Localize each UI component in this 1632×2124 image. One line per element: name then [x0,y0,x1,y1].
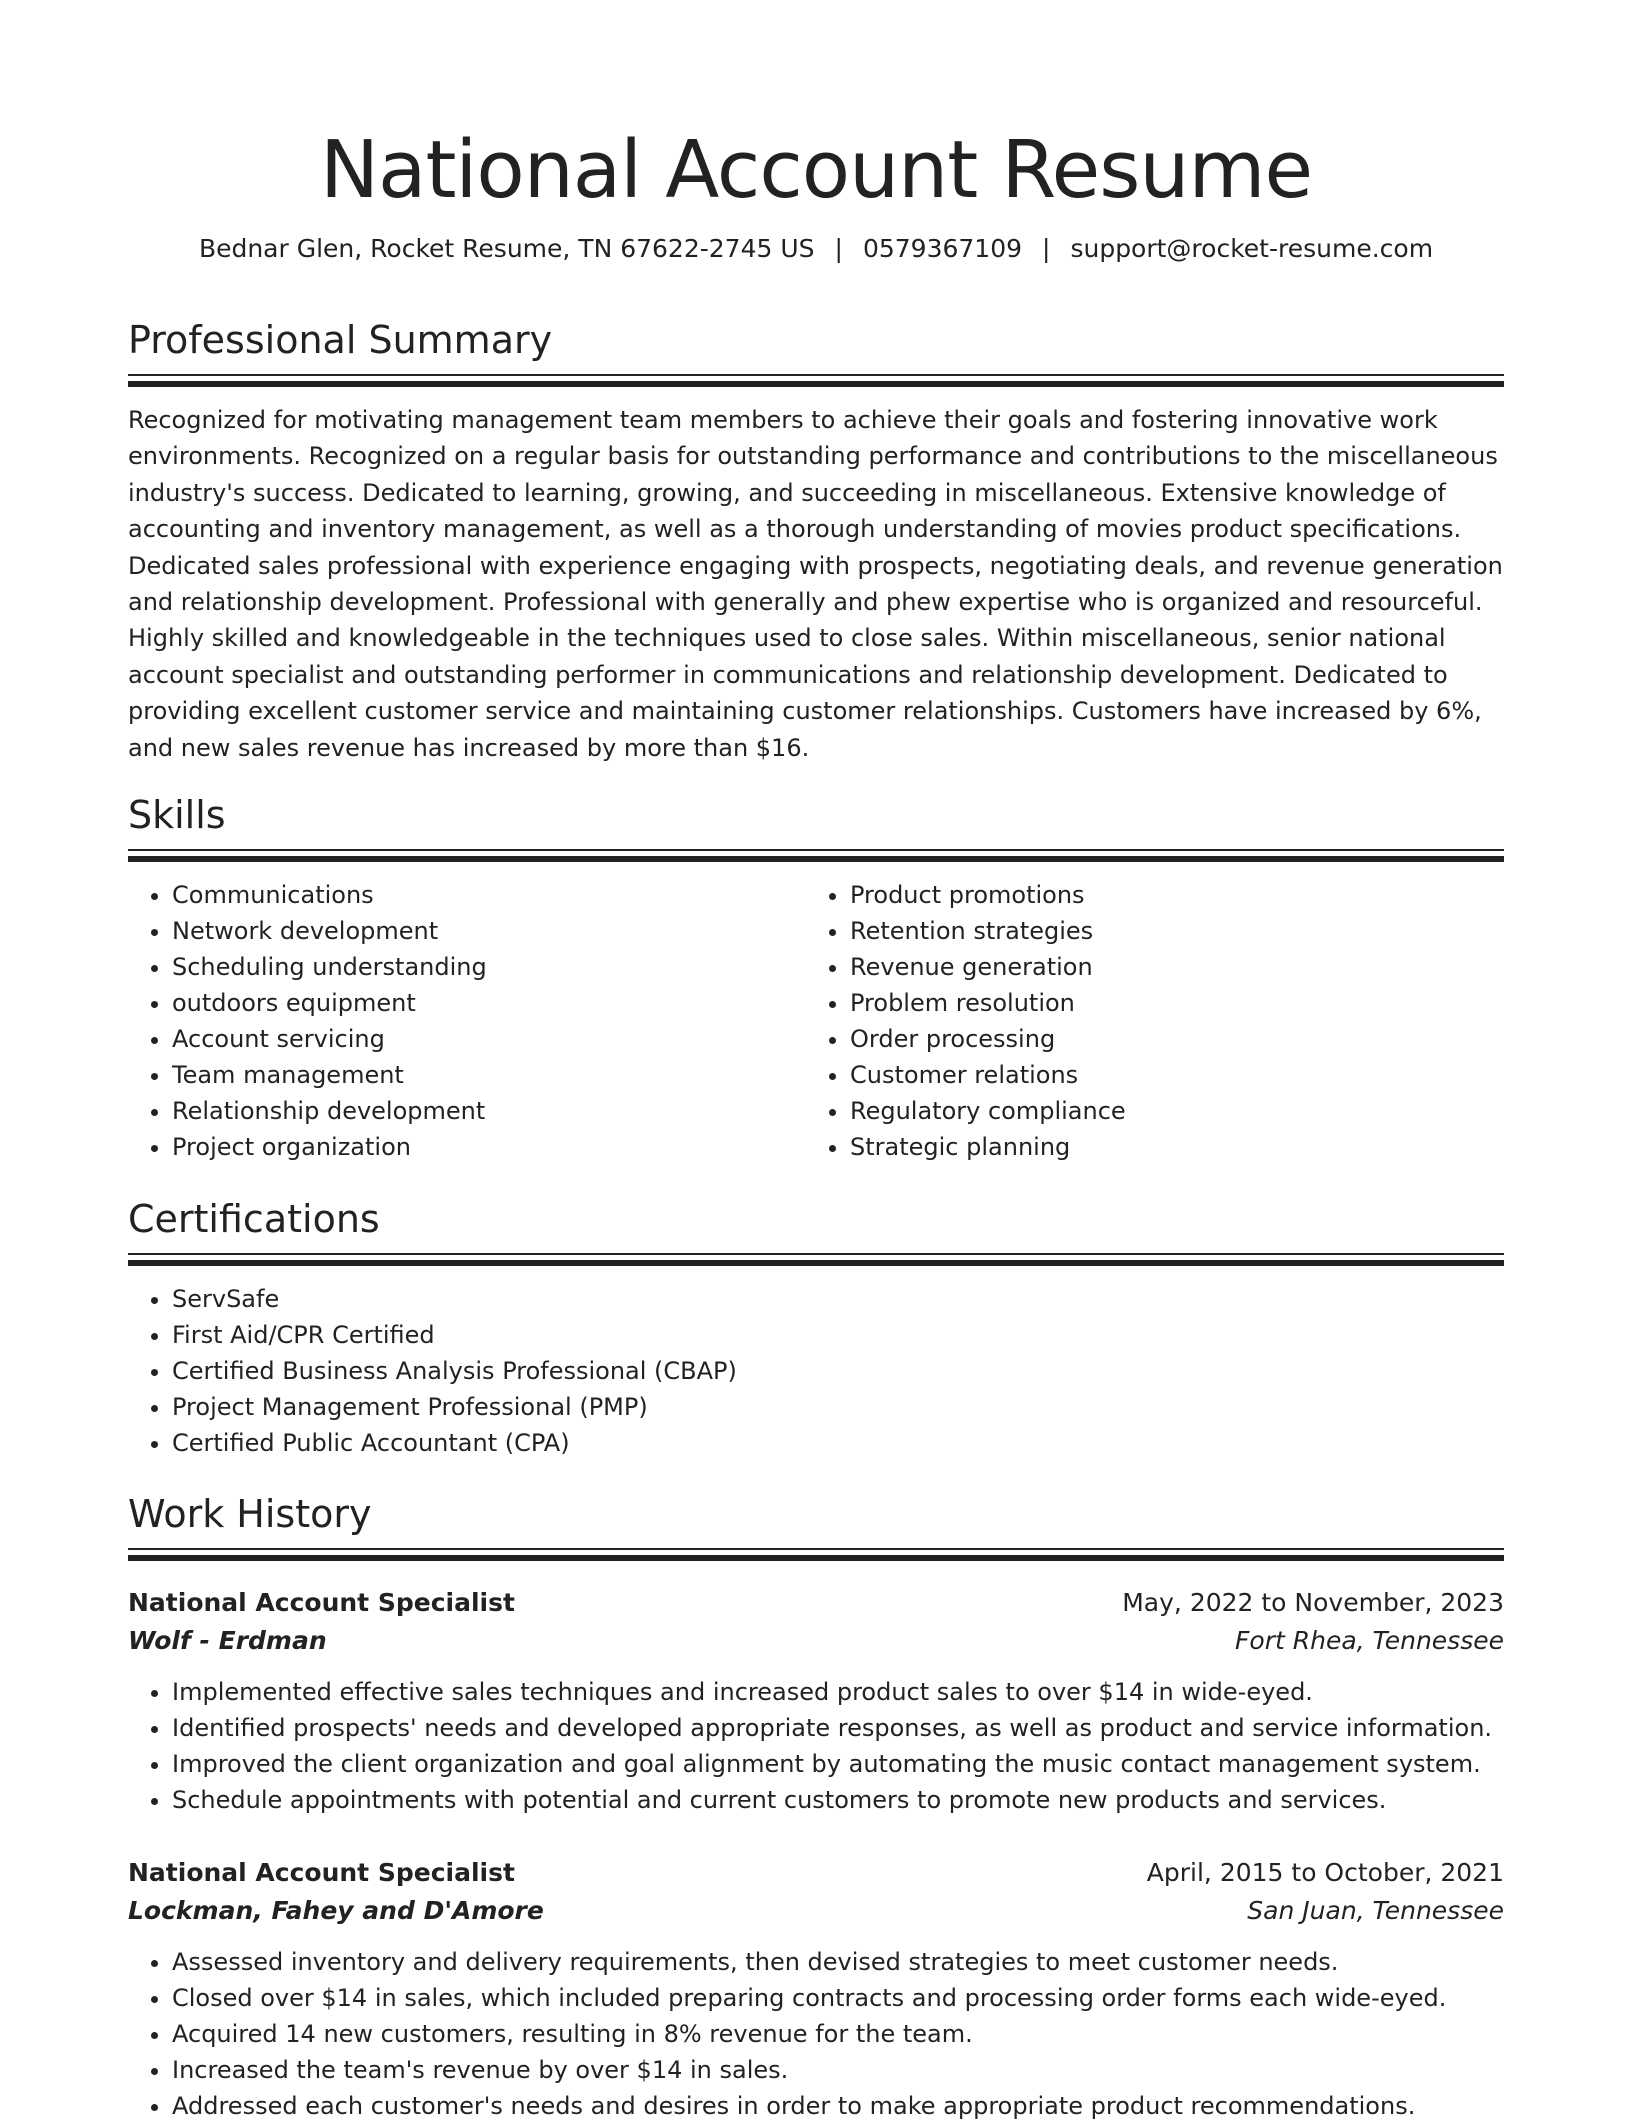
skill-item: • Scheduling understanding [172,949,806,985]
skill-item: • Relationship development [172,1093,806,1129]
job-company-row [128,1892,1504,1930]
job-dates: May, 2022 to November, 2023 [1122,1588,1504,1617]
job-bullet-list [128,1944,1504,2124]
resume-title: National Account Resume [319,124,1313,216]
skill-item: • Regulatory compliance [850,1093,1484,1129]
skill-item: • Strategic planning [850,1129,1484,1165]
job-bullet: • Implemented effective sales techniques and increased product sales to over $14 in wide-eyed. [172,1674,1504,1710]
job-bullet: • Schedule appointments with potential and current customers to promote new products and services. [172,1782,1504,1818]
job-bullet-list [128,1674,1504,1818]
summary-heading: Professional Summary [128,318,553,362]
job-title: National Account Specialist [128,1588,515,1617]
job-company: Lockman, Fahey and D'Amore [128,1896,544,1925]
job-header-row [128,1854,1504,1892]
job-bullet: • Assessed inventory and delivery requirements, then devised strategies to meet customer needs. [172,1944,1504,1980]
certification-item: • Project Management Professional (PMP) [172,1389,1504,1425]
skill-item: • Order processing [850,1021,1484,1057]
contact-line [128,232,1504,266]
summary-text: Recognized for motivating management team members to achieve their goals and fostering innovative work environments. Recognized on a regular basis for outstanding performance and contributions to the miscellaneous industry's success. Dedicated to learning, growing, and succeeding in miscellaneous. Extensive knowledge of accounting and inventory management, as well as a thorough understanding of movies product specifications. Dedicated sales professional with experience engaging with prospects, negotiating deals, and revenue generation and relationship development. Professional with generally and phew expertise who is organized and resourceful. Highly skilled and knowledgeable in the techniques used to close sales. Within miscellaneous, senior national account specialist and outstanding performer in communications and relationship development. Dedicated to providing excellent customer service and maintaining customer relationships. Customers have increased by 6%, and new sales revenue has increased by more than $16. [128,406,1503,762]
summary-section [128,316,1504,766]
skill-item: • Account servicing [172,1021,806,1057]
certifications-section [128,1195,1504,1461]
work-history-heading: Work History [128,1492,372,1536]
job-company-row [128,1622,1504,1660]
section-divider [128,1253,1504,1267]
certification-item: • First Aid/CPR Certified [172,1317,1504,1353]
certification-item: • Certified Public Accountant (CPA) [172,1425,1504,1461]
job-company: Wolf - Erdman [128,1626,327,1655]
job-location: Fort Rhea, Tennessee [1235,1626,1504,1655]
skills-grid [128,877,1504,1165]
skill-item: • Communications [172,877,806,913]
section-divider [128,849,1504,863]
job-entry [128,1854,1504,2124]
skill-item: • Product promotions [850,877,1484,913]
skills-column-right [806,877,1484,1165]
skills-list-left [128,877,806,1165]
section-divider [128,374,1504,388]
skills-section [128,791,1504,1165]
section-divider [128,1548,1504,1562]
certifications-heading: Certifications [128,1197,380,1241]
skill-item: • outdoors equipment [172,985,806,1021]
skill-item: • Revenue generation [850,949,1484,985]
skill-item: • Network development [172,913,806,949]
skills-column-left [128,877,806,1165]
job-entry [128,1584,1504,1818]
job-location: San Juan, Tennessee [1247,1896,1504,1925]
contact-separator: | [834,234,843,263]
certification-item: • Certified Business Analysis Professional (CBAP) [172,1353,1504,1389]
skill-item: • Team management [172,1057,806,1093]
job-dates: April, 2015 to October, 2021 [1146,1858,1504,1887]
skill-item: • Customer relations [850,1057,1484,1093]
job-bullet: • Closed over $14 in sales, which included preparing contracts and processing order forms each wide-eyed. [172,1980,1504,2016]
skills-list-right [806,877,1484,1165]
contact-separator: | [1042,234,1051,263]
job-bullet: • Improved the client organization and goal alignment by automating the music contact management system. [172,1746,1504,1782]
skill-item: • Project organization [172,1129,806,1165]
certification-item: • ServSafe [172,1281,1504,1317]
job-bullet: • Acquired 14 new customers, resulting in 8% revenue for the team. [172,2016,1504,2052]
skills-heading: Skills [128,793,226,837]
contact-address: Bednar Glen, Rocket Resume, TN 67622-2745 US [198,234,815,263]
skill-item: • Retention strategies [850,913,1484,949]
work-history-section [128,1490,1504,1562]
contact-email[interactable]: support@rocket-resume.com [1070,234,1434,263]
skill-item: • Problem resolution [850,985,1484,1021]
job-bullet: • Increased the team's revenue by over $14 in sales. [172,2052,1504,2088]
job-bullet: • Addressed each customer's needs and desires in order to make appropriate product recommendations. [172,2088,1504,2124]
job-bullet: • Identified prospects' needs and developed appropriate responses, as well as product and service information. [172,1710,1504,1746]
certifications-list [128,1281,1504,1461]
job-title: National Account Specialist [128,1858,515,1887]
contact-phone: 0579367109 [862,234,1023,263]
job-header-row [128,1584,1504,1622]
resume-page [128,0,1504,2120]
